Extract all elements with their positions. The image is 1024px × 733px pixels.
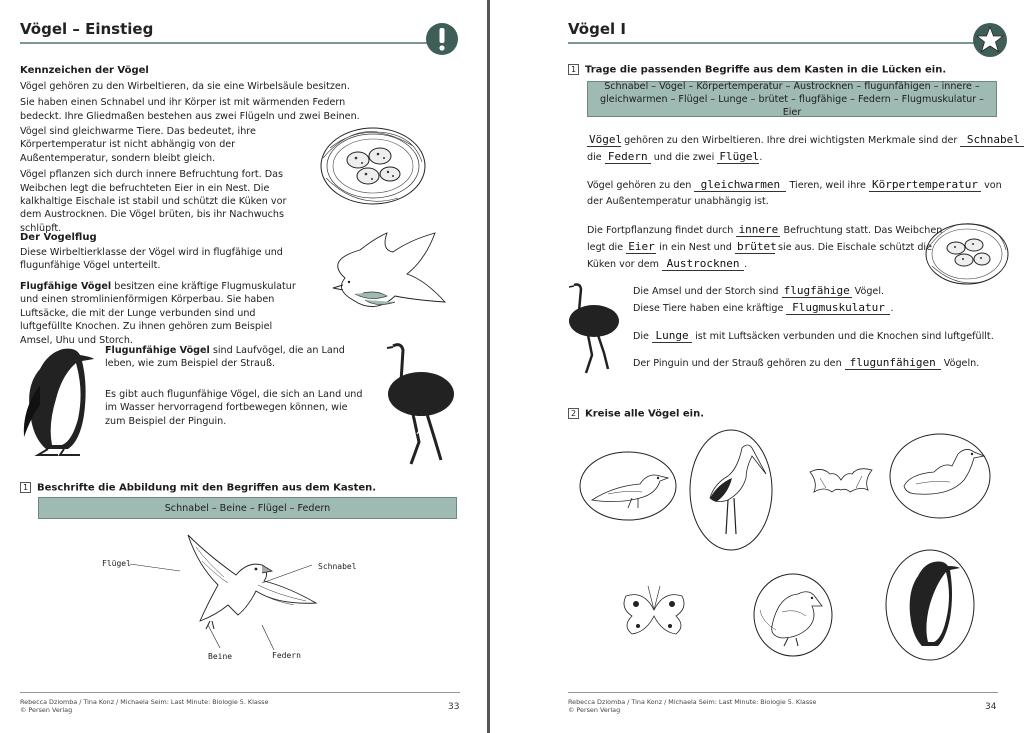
page-left	[0, 0, 487, 733]
page-number: 34	[985, 702, 997, 712]
task-heading	[20, 482, 376, 494]
duck-illustration[interactable]	[888, 432, 992, 520]
paragraph-rest: besitzen eine kräftige Flugmuskulatur und einen stromlinienförmigen Körperbau. Sie haben Luftsäcke, die mit der Lunge verbunden sind und luftgefüllte Knochen. Zu ihnen gehören zum Beispiel Amsel, Uhu und Storch.	[20, 281, 296, 346]
cloze-text: Vögel.	[854, 286, 885, 297]
cloze-text: von	[984, 180, 1002, 191]
answer-blank[interactable]: brütet	[736, 240, 777, 253]
answer-blank[interactable]: Körpertemperatur	[869, 179, 981, 192]
bold-term: Flugfähige Vögel	[20, 281, 112, 292]
task-number: 1	[20, 482, 31, 493]
paragraph: Vögel pflanzen sich durch innere Befruchtung fort. Das Weibchen legt die befruchteten Eier in ein Nest. Die kalkhaltige Eischale ist stabil und schützt die Küken vor dem Austrocknen. Die Vögel brüten, bis ihr Nachwuchs schlüpft.	[20, 169, 287, 234]
answer-blank[interactable]: gleichwarmen	[694, 179, 786, 192]
cloze-text: Tieren, weil ihre	[789, 180, 866, 191]
answer-blank[interactable]: innere	[736, 224, 780, 237]
page-title: Vögel I	[568, 20, 626, 38]
answer-blank[interactable]: Austrocknen	[662, 258, 744, 271]
cloze-text: Die	[633, 331, 649, 342]
answer-blank[interactable]: Flugmuskulatur	[786, 302, 890, 315]
cloze-text: in ein Nest und	[659, 242, 732, 253]
ostrich-illustration	[383, 342, 463, 467]
label-beine: Beine	[208, 652, 233, 661]
cloze-line	[587, 224, 942, 237]
cloze-text: Diese Tiere haben eine kräftige	[633, 303, 784, 314]
footer-credit: Rebecca Dziomba / Tina Konz / Michaela Seim: Last Minute: Biologie 5. Klasse	[568, 698, 817, 706]
cloze-text: Vögeln.	[943, 358, 980, 369]
label-lines	[122, 555, 372, 665]
task-text: Beschrifte die Abbildung mit den Begriffen aus dem Kasten.	[37, 482, 377, 494]
task-heading	[568, 64, 946, 76]
footer	[20, 698, 268, 714]
word-box: Schnabel – Vögel – Körpertemperatur – Austrocknen – flugunfähigen – innere – gleichwarmen – Flügel – Lunge – brütet – flugfähige – Federn – Flugmuskulatur – Eier	[587, 81, 997, 117]
ostrich-illustration	[566, 283, 626, 375]
exclamation-icon	[425, 22, 459, 56]
footer-credit: Rebecca Dziomba / Tina Konz / Michaela Seim: Last Minute: Biologie 5. Klasse	[20, 698, 269, 706]
task-number: 2	[568, 408, 579, 419]
cloze-line: die Federn und die zwei Flügel.	[587, 150, 763, 163]
footer-publisher: © Persen Verlag	[568, 706, 621, 714]
task-number: 1	[568, 64, 579, 75]
paragraph: Diese Wirbeltierklasse der Vögel wird in flugfähige und flugunfähige Vögel unterteilt.	[20, 247, 283, 272]
answer-blank[interactable]: Vögel	[589, 133, 623, 146]
cloze-line: Diese Tiere haben eine kräftige Flugmuskulatur .	[633, 301, 894, 314]
answer-blank[interactable]: flugunfähigen	[845, 357, 941, 370]
answer-blank[interactable]: flugfähige	[783, 284, 850, 297]
songbird-illustration[interactable]	[578, 450, 678, 522]
penguin-illustration[interactable]	[884, 548, 976, 662]
cloze-text: Die Fortpflanzung findet durch	[587, 225, 734, 236]
cloze-line	[633, 357, 979, 370]
cloze-text: ist mit Luftsäcken verbunden und die Knochen sind luftgefüllt.	[695, 331, 994, 342]
cloze-text: der Außentemperatur unabhängig ist.	[587, 196, 769, 207]
text-block	[20, 125, 302, 238]
nest-illustration	[318, 118, 428, 206]
section-heading: Der Vogelflug	[20, 232, 97, 243]
footer-rule	[20, 692, 460, 693]
title-rule	[568, 42, 988, 44]
task-text: Kreise alle Vögel ein.	[585, 408, 705, 420]
word-box: Schnabel – Beine – Flügel – Federn	[38, 497, 457, 519]
cloze-text: Vögel gehören zu den	[587, 180, 692, 191]
cloze-text: und die zwei	[653, 152, 715, 163]
butterfly-illustration[interactable]	[618, 580, 690, 640]
paragraph: Es gibt auch flugunfähige Vögel, die sich an Land und im Wasser hervorragend fortbewegen können, wie zum Beispiel der Pinguin.	[105, 389, 363, 427]
stork-illustration[interactable]	[688, 428, 774, 552]
paragraph	[20, 280, 305, 347]
section-heading: Kennzeichen der Vögel	[20, 65, 149, 76]
page-title: Vögel – Einstieg	[20, 20, 154, 38]
task-text: Trage die passenden Begriffe aus dem Kasten in die Lücken ein.	[585, 64, 947, 76]
footer-publisher: © Persen Verlag	[20, 706, 73, 714]
footer	[568, 698, 816, 714]
cloze-line: Küken vor dem Austrocknen .	[587, 257, 748, 270]
paragraph	[105, 344, 367, 371]
page-right	[490, 0, 1024, 733]
cloze-line	[633, 330, 994, 343]
dove-illustration	[315, 230, 465, 330]
cloze-text: Der Pinguin und der Strauß gehören zu den	[633, 358, 842, 369]
paragraph: Sie haben einen Schnabel und ihr Körper ist mit wärmenden Federn bedeckt. Ihre Gliedmaßen bestehen aus zwei Flügeln und zwei Beinen.	[20, 97, 360, 122]
cloze-text: sie aus. Die Eischale schützt die	[778, 242, 932, 253]
cloze-text: gehören zu den Wirbeltieren. Ihre drei wichtigsten Merkmale sind der	[624, 135, 958, 146]
cloze-text: Die Amsel und der Storch sind	[633, 286, 779, 297]
intro-text	[20, 80, 360, 126]
answer-blank[interactable]: Flügel	[719, 150, 760, 163]
answer-blank[interactable]: Lunge	[652, 330, 692, 343]
task-heading	[568, 408, 704, 420]
label-federn: Federn	[272, 651, 301, 660]
label-schnabel: Schnabel	[318, 562, 357, 571]
cloze-text: Küken vor dem	[587, 259, 660, 270]
star-icon	[972, 22, 1008, 58]
cloze-line	[587, 179, 1002, 192]
cloze-line	[587, 134, 1024, 147]
answer-blank[interactable]: Federn	[605, 151, 651, 164]
cloze-text: Befruchtung statt. Das Weibchen	[783, 225, 943, 236]
cloze-text: die	[587, 152, 602, 163]
paragraph: Vögel gehören zu den Wirbeltieren, da sie eine Wirbelsäule besitzen.	[20, 81, 350, 92]
footer-rule	[568, 692, 998, 693]
answer-blank[interactable]: Eier	[628, 240, 655, 253]
bat-illustration[interactable]	[808, 458, 874, 514]
paragraph: Vögel sind gleichwarme Tiere. Das bedeutet, ihre Körpertemperatur ist nicht abhängig von der Außentemperatur, sondern bleibt gleich.	[20, 126, 256, 164]
cloze-line	[587, 241, 932, 254]
eagle-illustration[interactable]	[752, 572, 834, 658]
label-fluegel: Flügel	[102, 559, 131, 568]
nest-illustration	[924, 214, 1010, 286]
page-number: 33	[448, 702, 460, 712]
bold-term: Flugunfähige Vögel	[105, 345, 210, 356]
cloze-line	[633, 285, 884, 298]
paragraph-rest: sind Laufvögel, die an Land leben, wie zum Beispiel der Strauß.	[105, 345, 345, 370]
penguin-illustration	[18, 345, 98, 457]
cloze-text: legt die	[587, 242, 624, 253]
title-rule	[20, 42, 435, 44]
answer-blank[interactable]: Schnabel	[960, 134, 1024, 147]
